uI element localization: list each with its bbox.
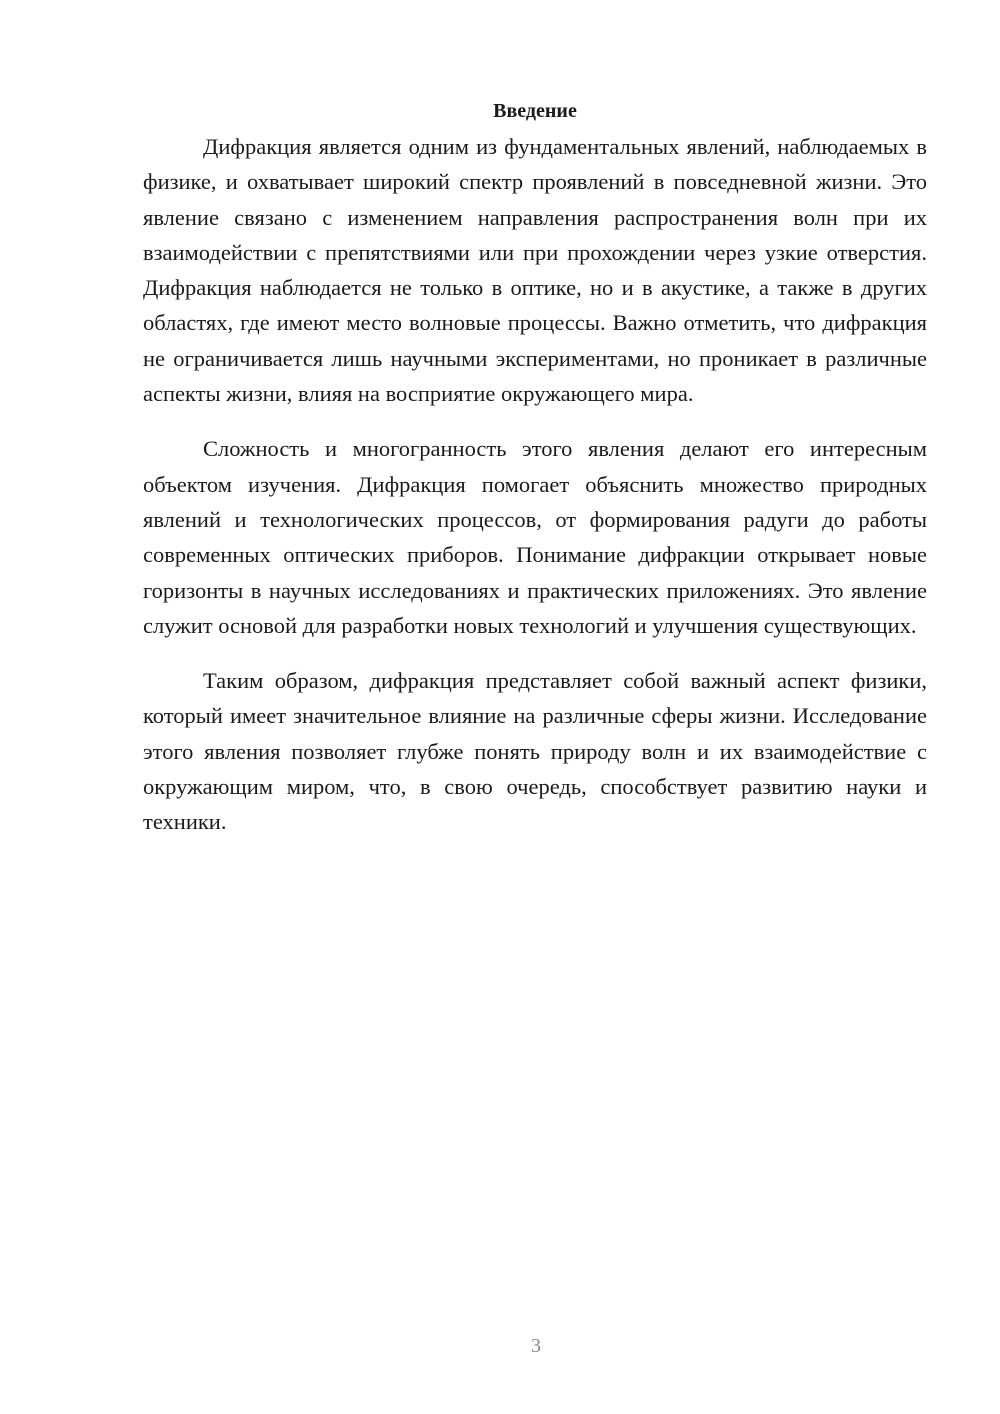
paragraph-3: Таким образом, дифракция представляет собой важный аспект физики, который имеет значительное влияние на различные сферы жизни. Исследование этого явления позволяет глубже понять природу волн и их взаимодействие с окружающим миром, что, в свою очередь, способствует развитию науки и техники.	[143, 668, 927, 835]
paragraph-1: Дифракция является одним из фундаментальных явлений, наблюдаемых в физике, и охватывает широкий спектр проявлений в повседневной жизни. Это явление связано с изменением направления распространения волн при их взаимодействии с препятствиями или при прохождении через узкие отверстия. Дифракция наблюдается не только в оптике, но и в акустике, а также в других областях, где имеют место волновые процессы. Важно отметить, что дифракция не ограничивается лишь научными экспериментами, но проникает в различные аспекты жизни, влияя на восприятие окружающего мира.	[143, 134, 927, 407]
paragraph-2: Сложность и многогранность этого явления делают его интересным объектом изучения. Дифракция помогает объяснить множество природных явлений и технологических процессов, от формирования радуги до работы современных оптических приборов. Понимание дифракции открывает новые горизонты в научных исследованиях и практических приложениях. Это явление служит основой для разработки новых технологий и улучшения существующих.	[143, 436, 927, 638]
page-content	[143, 93, 927, 840]
section-title: Введение	[493, 100, 577, 122]
page-number: 3	[531, 1335, 541, 1357]
